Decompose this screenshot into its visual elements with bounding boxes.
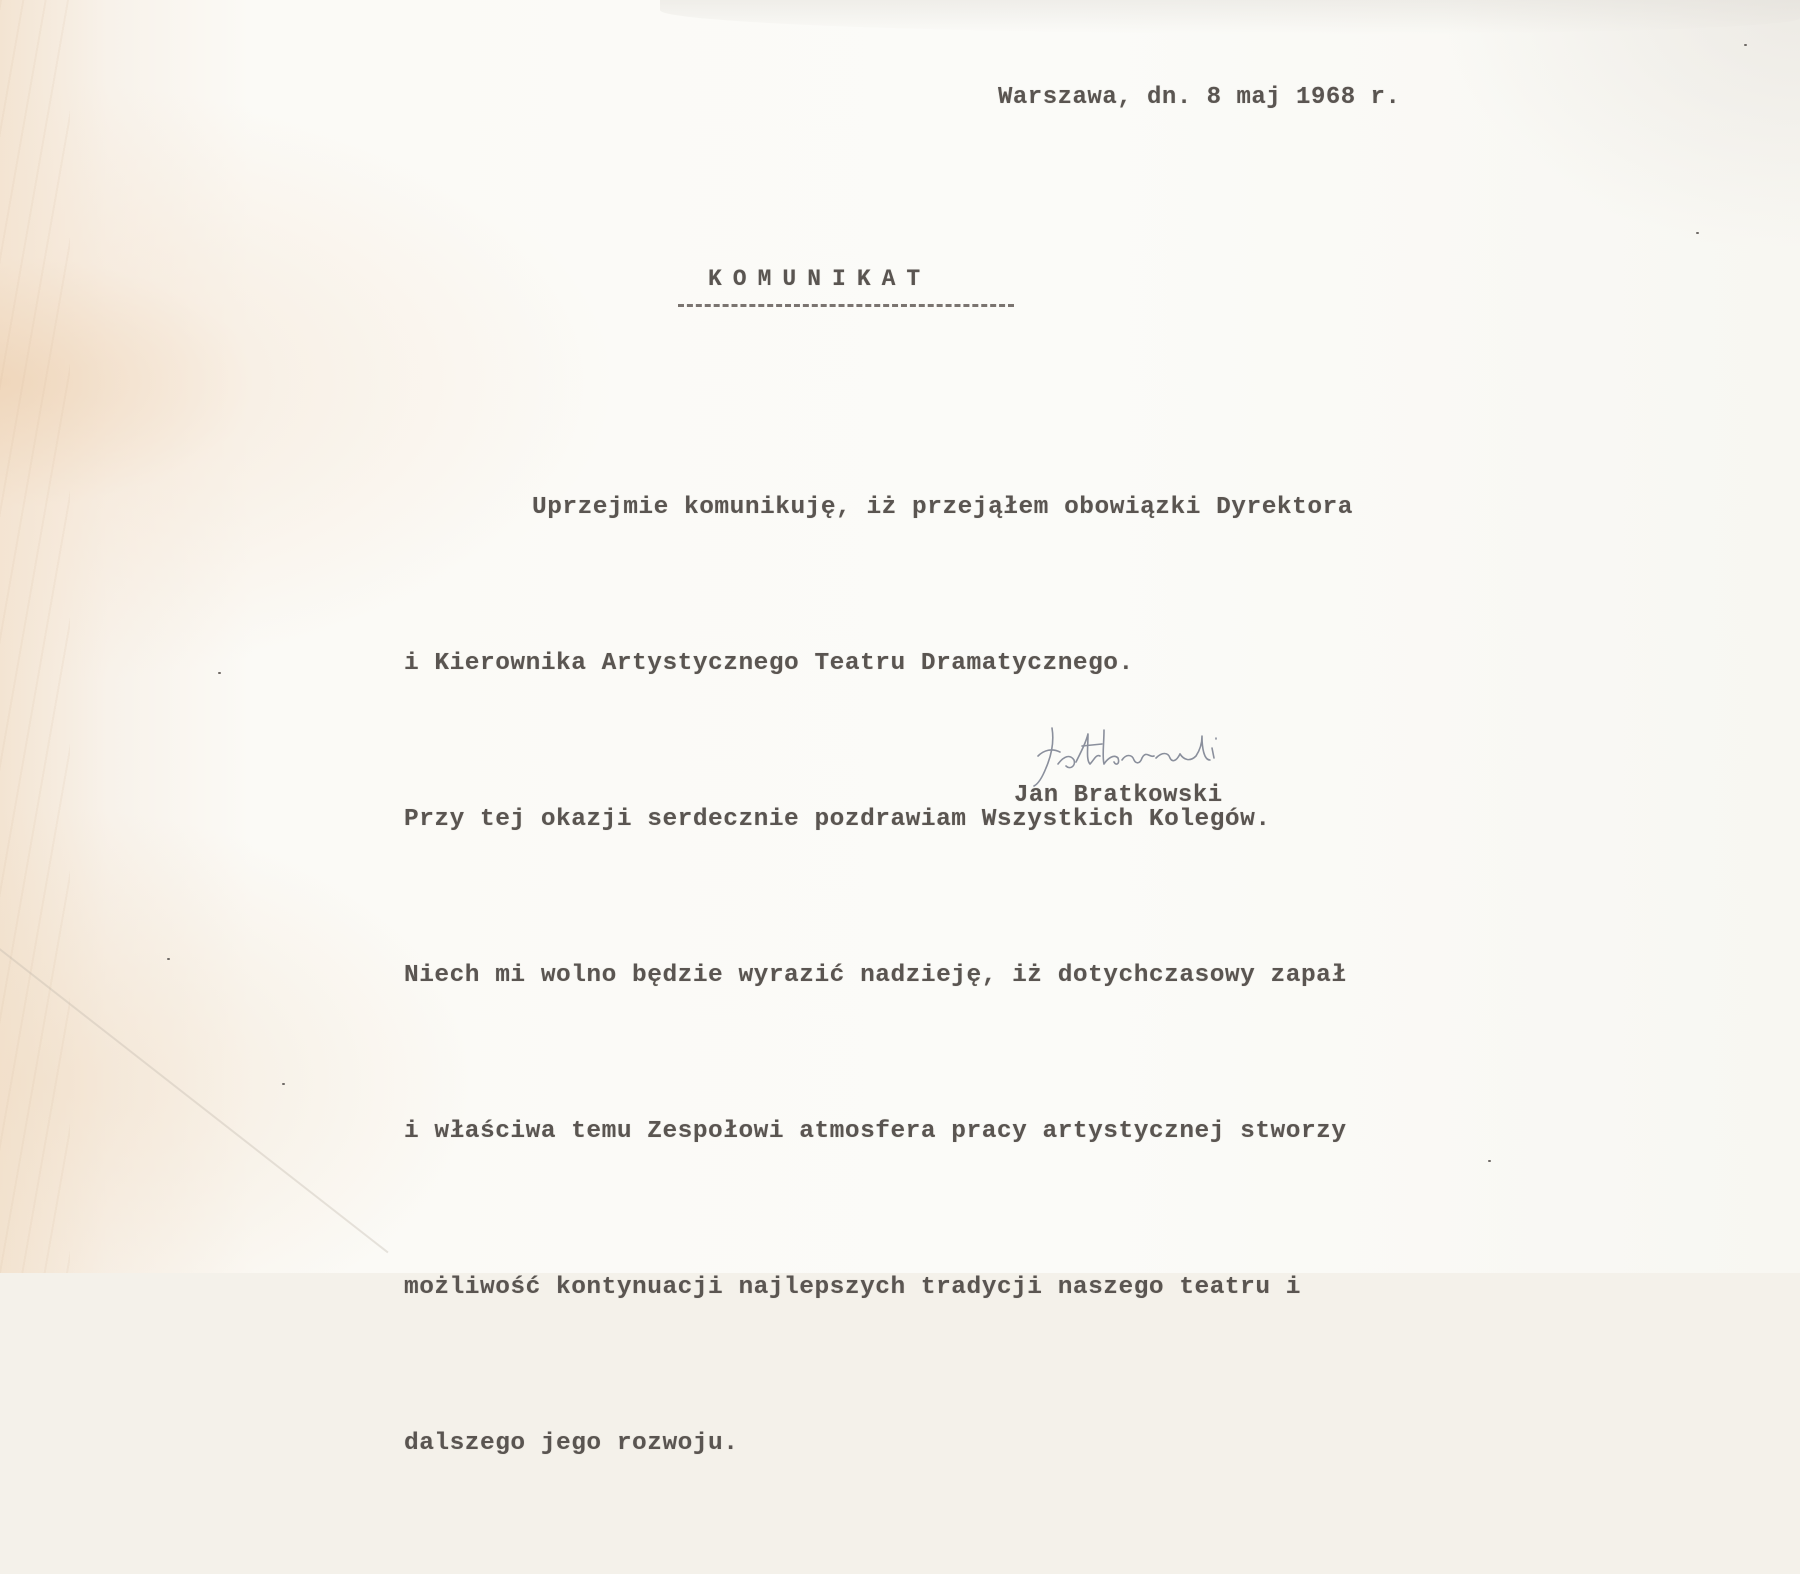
paper-torn-edge (660, 0, 1800, 34)
body-line: Uprzejmie komunikuję, iż przejąłem obowiązki Dyrektora (532, 494, 1353, 521)
body-line: możliwość kontynuacji najlepszych tradycji naszego teatru i (404, 1274, 1301, 1301)
body-line: dalszego jego rozwoju. (404, 1430, 739, 1457)
body-line: Przy tej okazji serdecznie pozdrawiam Wszystkich Kolegów. (404, 806, 1271, 833)
body-line: i Kierownika Artystycznego Teatru Dramatycznego. (404, 650, 1134, 677)
paper-fold-line (0, 870, 389, 1253)
place-date: Warszawa, dn. 8 maj 1968 r. (998, 84, 1401, 111)
signatory-name: Jan Bratkowski (1014, 782, 1223, 809)
paper-crease-texture (0, 0, 70, 1273)
letter-body (404, 378, 1353, 1574)
document-heading: KOMUNIKAT (708, 266, 932, 292)
handwritten-signature (1030, 720, 1260, 790)
body-line: i właściwa temu Zespołowi atmosfera pracy artystycznej stworzy (404, 1118, 1347, 1145)
heading-underline (678, 304, 1014, 307)
body-line: Niech mi wolno będzie wyrazić nadzieję, iż dotychczasowy zapał (404, 962, 1347, 989)
